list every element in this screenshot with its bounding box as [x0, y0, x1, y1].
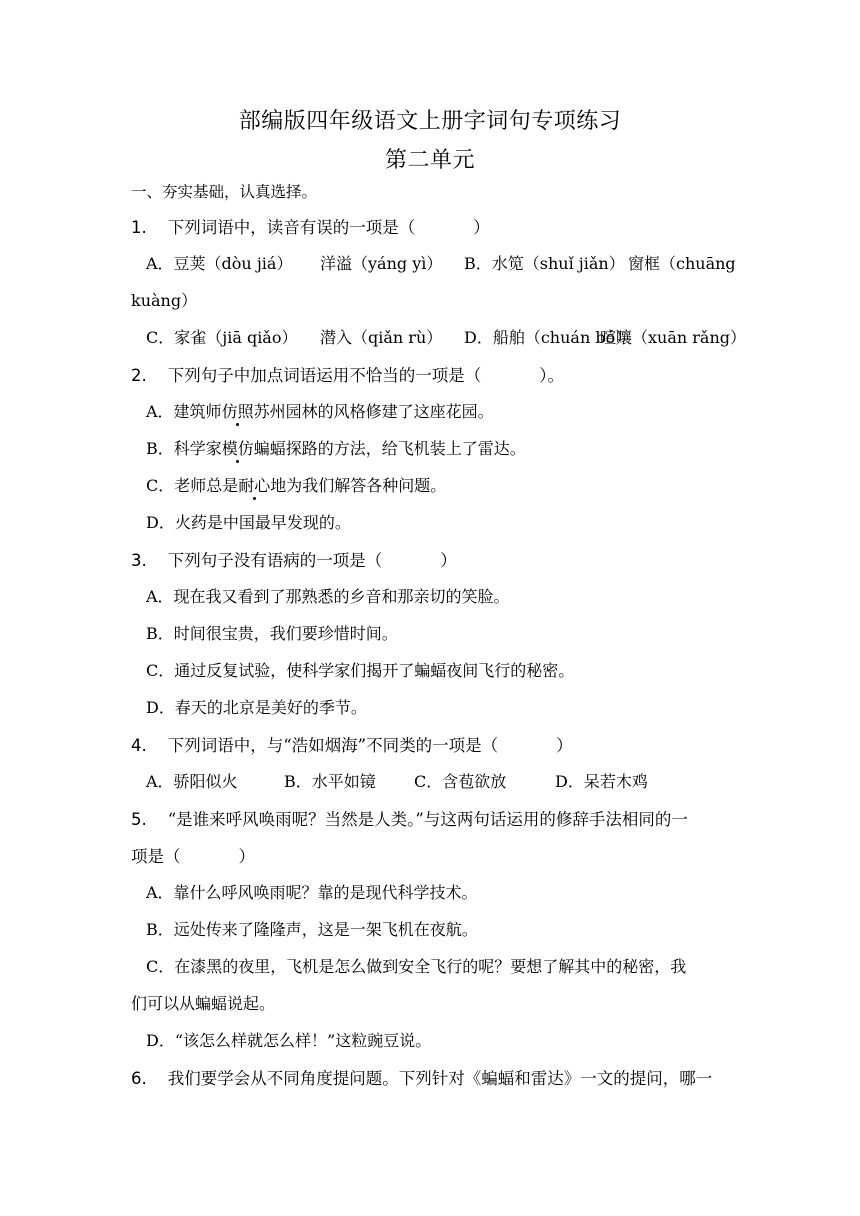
q4-option-d: D．呆若木鸡 — [555, 772, 648, 791]
q1-option-a-word2: 洋溢（yáng yì） — [320, 254, 443, 273]
q2-option-a — [146, 399, 494, 422]
document-title: 部编版四年级语文上册字词句专项练习 — [238, 109, 622, 134]
question-number: 3. — [131, 551, 147, 570]
q5-option-c: C．在漆黑的夜里，飞机是怎么做到安全飞行的呢？要想了解其中的秘密，我 — [146, 957, 687, 976]
q3-option-a: A．现在我又看到了那熟悉的乡音和那亲切的笑脸。 — [146, 587, 510, 606]
q1-option-d-word2: 喧嚷（xuān rǎng） — [600, 328, 746, 347]
q2-option-b — [146, 436, 526, 459]
q5-option-c-continued: 们可以从蝙蝠说起。 — [131, 994, 276, 1013]
q4-option-a: A．骄阳似火 — [146, 772, 238, 791]
question-3-stem — [131, 547, 457, 571]
question-text: “是谁来呼风唤雨呢？当然是人类。”与这两句话运用的修辞手法相同的一 — [167, 810, 688, 829]
question-text-end: ） — [473, 218, 490, 237]
q1-option-b-word2: 窗框（chuāng — [628, 254, 736, 273]
question-1-stem — [131, 214, 490, 238]
q4-option-c: C．含苞欲放 — [414, 772, 507, 791]
q1-option-c-word2: 潜入（qiǎn rù） — [320, 328, 443, 347]
question-5-stem — [131, 806, 688, 830]
question-text-end: ） — [440, 551, 457, 570]
q3-option-b: B．时间很宝贵，我们要珍惜时间。 — [146, 624, 398, 643]
option-text: B．科学家 — [146, 439, 222, 458]
question-4-stem — [131, 732, 573, 756]
q2-option-c — [146, 473, 446, 496]
question-text: 项是（ — [131, 847, 181, 866]
question-text: 我们要学会从不同角度提问题。下列针对《蝙蝠和雷达》一文的提问，哪一 — [167, 1069, 713, 1088]
dotted-word: 模仿 — [221, 439, 254, 458]
q3-option-c: C．通过反复试验，使科学家们揭开了蝙蝠夜间飞行的秘密。 — [146, 661, 575, 680]
question-number: 6. — [131, 1069, 147, 1088]
q5-option-b: B．远处传来了隆隆声，这是一架飞机在夜航。 — [146, 920, 478, 939]
question-text-end: ）。 — [539, 366, 564, 385]
question-2-stem — [131, 362, 564, 386]
q1-option-b: B．水笕（shuǐ jiǎn） — [464, 254, 625, 273]
question-text: 下列句子中加点词语运用不恰当的一项是（ — [167, 366, 482, 385]
question-number: 1. — [131, 218, 147, 237]
dotted-word: 仿照 — [221, 402, 254, 421]
q1-option-b-continued: kuàng） — [131, 291, 198, 310]
q5-option-a: A．靠什么呼风唤雨呢？靠的是现代科学技术。 — [146, 883, 478, 902]
q3-option-d: D．春天的北京是美好的季节。 — [146, 698, 367, 717]
dotted-word: 耐心 — [238, 476, 271, 495]
section-heading: 一、夯实基础，认真选择。 — [131, 183, 318, 201]
question-number: 2. — [131, 366, 147, 385]
q1-option-a: A．豆荚（dòu jiá） — [146, 254, 293, 273]
q1-option-c: C．家雀（jiā qiǎo） — [146, 328, 298, 347]
option-text: A．建筑师 — [146, 402, 222, 421]
q1-option-d: D．船舶（chuán bó） — [464, 328, 632, 347]
q2-option-d: D．火药是中国最早发现的。 — [146, 513, 351, 532]
question-text: 下列句子没有语病的一项是（ — [167, 551, 383, 570]
option-text: 苏州园林的风格修建了这座花园。 — [253, 402, 494, 421]
option-text: 蝙蝠探路的方法，给飞机装上了雷达。 — [253, 439, 526, 458]
q5-option-d: D．“该怎么样就怎么样！”这粒豌豆说。 — [146, 1031, 432, 1050]
question-text: 下列词语中，与“浩如烟海”不同类的一项是（ — [167, 736, 499, 755]
q4-option-b: B．水平如镜 — [284, 772, 376, 791]
question-text-end: ） — [238, 847, 255, 866]
question-number: 5. — [131, 810, 147, 829]
question-6-stem — [131, 1065, 712, 1089]
question-5-stem-continued — [131, 843, 255, 867]
question-text-end: ） — [556, 736, 573, 755]
question-text: 下列词语中，读音有误的一项是（ — [167, 218, 416, 237]
option-text: 地为我们解答各种问题。 — [270, 476, 447, 495]
question-number: 4. — [131, 736, 147, 755]
option-text: C．老师总是 — [146, 476, 239, 495]
document-subtitle: 第二单元 — [384, 148, 475, 173]
